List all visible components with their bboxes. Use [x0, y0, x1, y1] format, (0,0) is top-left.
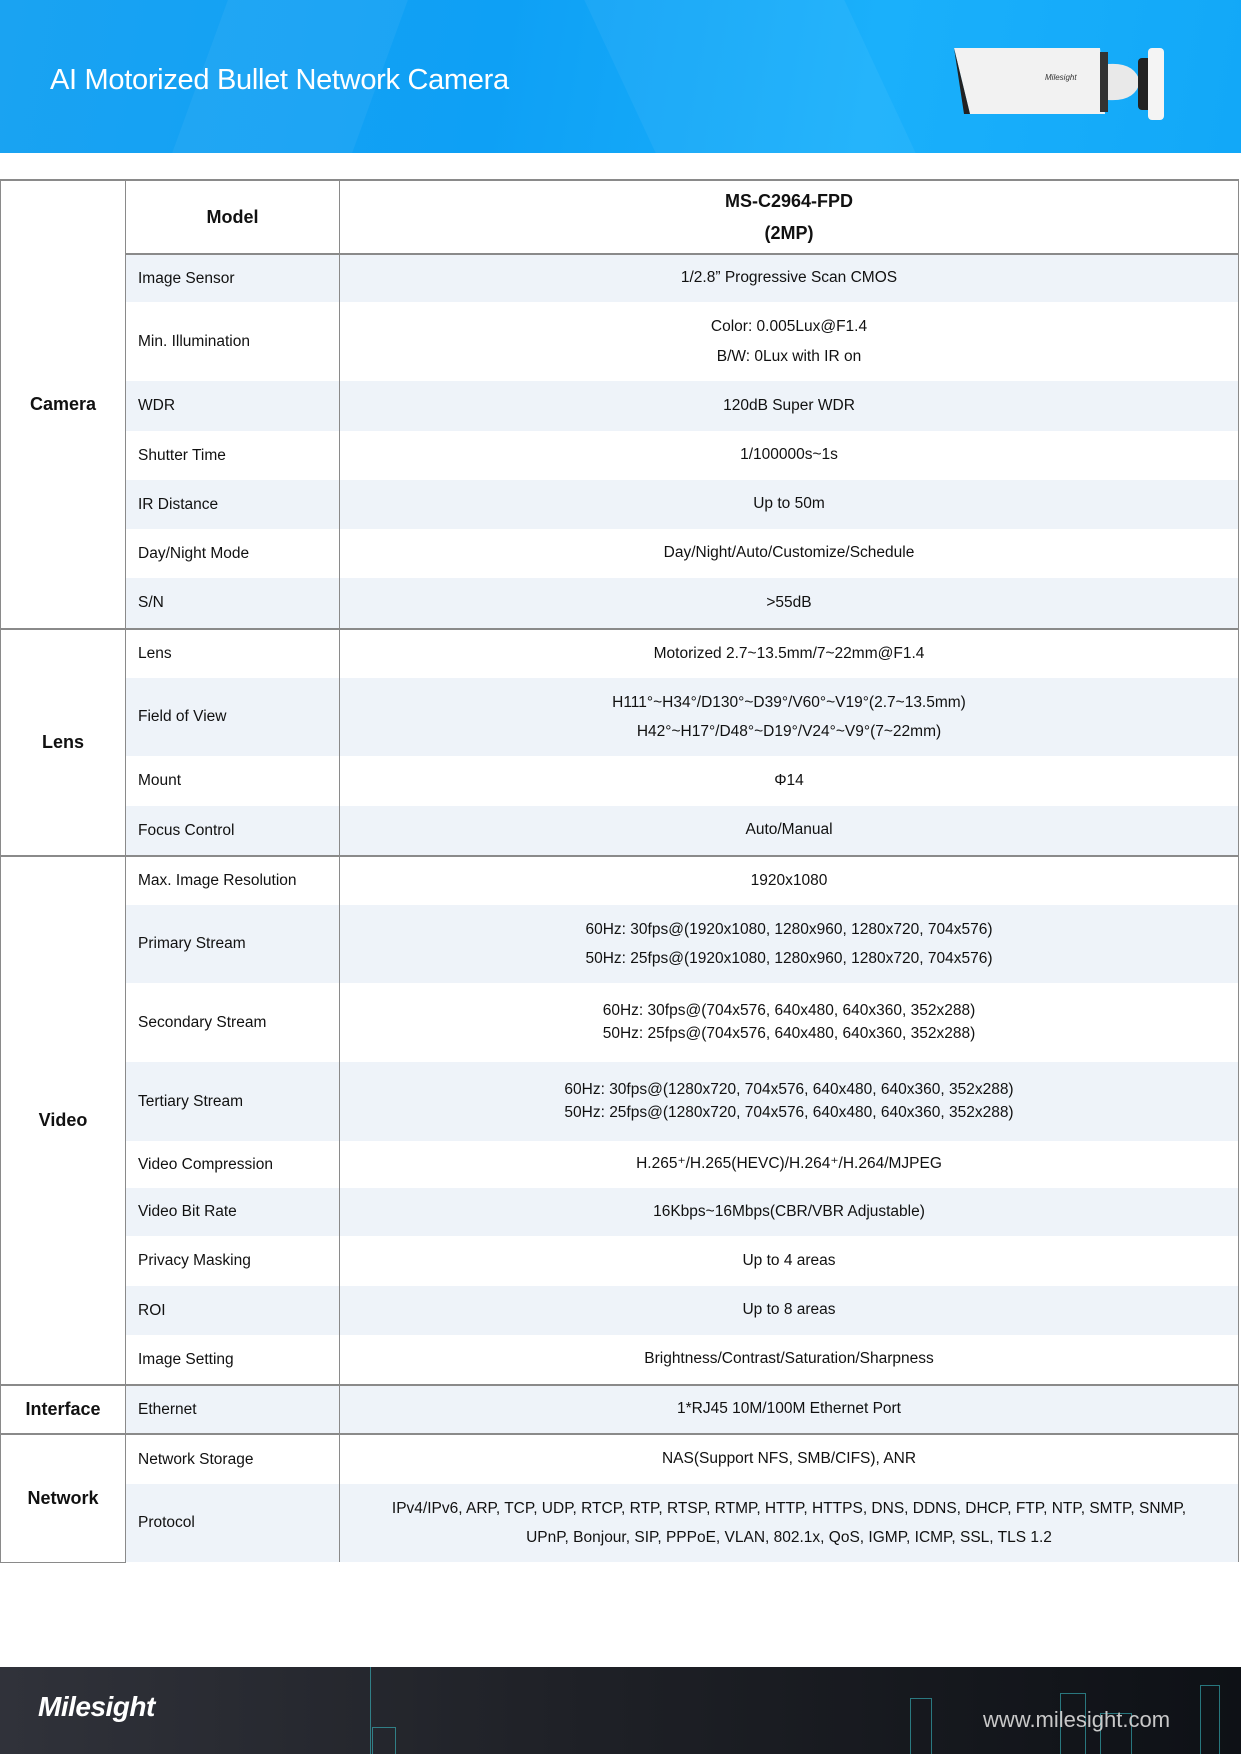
spec-value-line: H.265⁺/H.265(HEVC)/H.264⁺/H.264/MJPEG — [636, 1155, 942, 1173]
spec-label: Primary Stream — [126, 905, 340, 983]
table-row — [1, 480, 1239, 529]
table-row — [1, 856, 1239, 905]
spec-label: Video Bit Rate — [126, 1188, 340, 1236]
camera-logo-text: Milesight — [1045, 73, 1077, 82]
spec-label: Shutter Time — [126, 431, 340, 480]
spec-label: Ethernet — [126, 1385, 340, 1434]
footer-banner — [0, 1667, 1241, 1754]
spec-value — [340, 302, 1239, 381]
table-row — [1, 1484, 1239, 1562]
spec-value-line: 60Hz: 30fps@(1280x720, 704x576, 640x480, 640x360, 352x288) — [564, 1081, 1014, 1099]
spec-value-line: 50Hz: 25fps@(1280x720, 704x576, 640x480, 640x360, 352x288) — [564, 1103, 1014, 1121]
table-row — [1, 1141, 1239, 1188]
table-row — [1, 756, 1239, 806]
spec-value-line: 50Hz: 25fps@(704x576, 640x480, 640x360, 352x288) — [602, 1024, 976, 1042]
table-row — [1, 431, 1239, 480]
spec-value-line: NAS(Support NFS, SMB/CIFS), ANR — [661, 1450, 917, 1468]
spec-value-line: 1*RJ45 10M/100M Ethernet Port — [676, 1400, 901, 1418]
spec-value-line: H111°~H34°/D130°~D39°/V60°~V19°(2.7~13.5mm) — [612, 693, 966, 711]
spec-label: Privacy Masking — [126, 1236, 340, 1286]
table-header-row — [1, 180, 1239, 254]
spec-value — [340, 480, 1239, 529]
group-label-lens: Lens — [1, 629, 126, 856]
spec-label: Image Sensor — [126, 254, 340, 302]
spec-value-line: 1/2.8” Progressive Scan CMOS — [680, 269, 898, 287]
spec-label: Min. Illumination — [126, 302, 340, 381]
spec-value — [340, 529, 1239, 578]
banner-facet — [584, 0, 915, 153]
spec-label: Field of View — [126, 678, 340, 756]
group-label-interface: Interface — [1, 1385, 126, 1434]
spec-value-line: H42°~H17°/D48°~D19°/V24°~V9°(7~22mm) — [636, 723, 942, 740]
spec-value-line: Color: 0.005Lux@F1.4 — [710, 318, 868, 336]
group-label-video: Video — [1, 856, 126, 1385]
spec-value-line: Auto/Manual — [745, 821, 833, 839]
spec-value-line: Day/Night/Auto/Customize/Schedule — [663, 544, 915, 562]
spec-value-line: IPv4/IPv6, ARP, TCP, UDP, RTCP, RTP, RTSP, RTMP, HTTP, HTTPS, DNS, DDNS, DHCP, FTP, NTP, SMTP, SNMP, — [391, 1499, 1187, 1517]
spec-label: Lens — [126, 629, 340, 678]
table-row — [1, 1286, 1239, 1335]
spec-value-line: Φ14 — [774, 771, 804, 789]
spec-label: Video Compression — [126, 1141, 340, 1188]
table-row — [1, 806, 1239, 856]
table-row — [1, 678, 1239, 756]
spec-value — [340, 1188, 1239, 1236]
table-row — [1, 905, 1239, 983]
model-header: Model — [126, 180, 340, 254]
spec-value — [340, 431, 1239, 480]
spec-value — [340, 1484, 1239, 1562]
spec-value — [340, 983, 1239, 1062]
group-label-camera: Camera — [1, 180, 126, 629]
spec-label: WDR — [126, 381, 340, 431]
spec-value — [340, 254, 1239, 302]
spec-label: Secondary Stream — [126, 983, 340, 1062]
table-row — [1, 983, 1239, 1062]
spec-value-line: 16Kbps~16Mbps(CBR/VBR Adjustable) — [653, 1202, 925, 1220]
table-row — [1, 1062, 1239, 1141]
footer-decoration — [372, 1727, 396, 1754]
table-row — [1, 1236, 1239, 1286]
spec-value-line: Up to 4 areas — [742, 1251, 836, 1269]
spec-label: Mount — [126, 756, 340, 806]
spec-value — [340, 1385, 1239, 1434]
spec-value-line: 60Hz: 30fps@(1920x1080, 1280x960, 1280x720, 704x576) — [585, 920, 993, 938]
table-row — [1, 254, 1239, 302]
spec-label: Network Storage — [126, 1434, 340, 1484]
spec-value — [340, 678, 1239, 756]
model-name-cell — [340, 180, 1239, 254]
page-title: AI Motorized Bullet Network Camera — [50, 64, 509, 96]
spec-value — [340, 1062, 1239, 1141]
spec-value-line: >55dB — [766, 593, 812, 611]
table-row — [1, 578, 1239, 629]
table-row — [1, 1335, 1239, 1385]
spec-value — [340, 856, 1239, 905]
spec-label: ROI — [126, 1286, 340, 1335]
footer-decoration — [910, 1698, 932, 1754]
spec-value-line: Up to 8 areas — [742, 1301, 836, 1319]
table-row — [1, 529, 1239, 578]
spec-value — [340, 1434, 1239, 1484]
table-row — [1, 302, 1239, 381]
spec-value-line: Brightness/Contrast/Saturation/Sharpness — [644, 1350, 934, 1368]
spec-value — [340, 1286, 1239, 1335]
spec-value-line: 120dB Super WDR — [723, 396, 855, 414]
spec-value-line: 50Hz: 25fps@(1920x1080, 1280x960, 1280x720, 704x576) — [585, 950, 993, 967]
bullet-camera-image — [950, 44, 1190, 124]
spec-value — [340, 381, 1239, 431]
table-row — [1, 629, 1239, 678]
spec-label: Day/Night Mode — [126, 529, 340, 578]
spec-value — [340, 806, 1239, 856]
header-banner — [0, 0, 1241, 153]
spec-label: IR Distance — [126, 480, 340, 529]
group-label-network: Network — [1, 1434, 126, 1562]
spec-value-line: B/W: 0Lux with IR on — [716, 347, 862, 365]
model-resolution: (2MP) — [764, 223, 814, 243]
table-row — [1, 381, 1239, 431]
spec-value — [340, 578, 1239, 629]
model-name: MS-C2964-FPD — [724, 190, 854, 211]
spec-value-line: 60Hz: 30fps@(704x576, 640x480, 640x360, 352x288) — [602, 1002, 976, 1020]
spec-value — [340, 629, 1239, 678]
spec-value — [340, 1141, 1239, 1188]
spec-table — [0, 179, 1239, 1563]
spec-value-line: 1/100000s~1s — [740, 446, 838, 464]
milesight-logo: Milesight — [38, 1691, 155, 1722]
spec-label: Focus Control — [126, 806, 340, 856]
spec-value — [340, 1335, 1239, 1385]
spec-label: Tertiary Stream — [126, 1062, 340, 1141]
spec-value — [340, 905, 1239, 983]
spec-label: Image Setting — [126, 1335, 340, 1385]
spec-label: S/N — [126, 578, 340, 629]
spec-label: Protocol — [126, 1484, 340, 1562]
spec-value-line: UPnP, Bonjour, SIP, PPPoE, VLAN, 802.1x, QoS, IGMP, ICMP, SSL, TLS 1.2 — [526, 1529, 1052, 1546]
spec-value — [340, 756, 1239, 806]
table-row — [1, 1188, 1239, 1236]
spec-value-line: 1920x1080 — [750, 871, 828, 889]
table-row — [1, 1434, 1239, 1484]
spec-value-line: Motorized 2.7~13.5mm/7~22mm@F1.4 — [653, 644, 925, 662]
footer-decoration — [1200, 1685, 1220, 1754]
spec-label: Max. Image Resolution — [126, 856, 340, 905]
spec-value-line: Up to 50m — [753, 495, 825, 513]
website-url[interactable]: www.milesight.com — [983, 1707, 1171, 1732]
table-row — [1, 1385, 1239, 1434]
spec-value — [340, 1236, 1239, 1286]
